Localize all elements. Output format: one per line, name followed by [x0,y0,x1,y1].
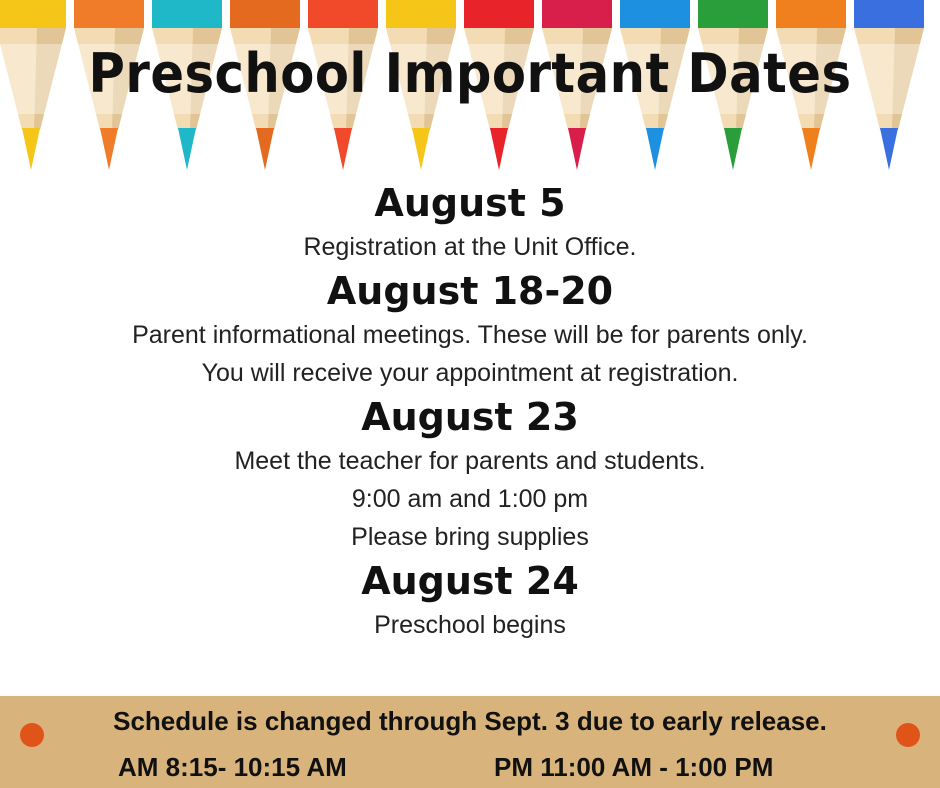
event-description: Registration at the Unit Office. [303,233,637,261]
event-august-23 [0,392,940,556]
event-description: Preschool begins [374,611,566,639]
am-schedule: AM 8:15- 10:15 AM [118,752,347,782]
event-description: Please bring supplies [351,523,589,551]
event-description: Parent informational meetings. These will be for parents only. [132,321,808,349]
event-august-5 [0,178,940,266]
event-date: August 24 [361,559,579,603]
event-august-18-20 [0,266,940,392]
event-description: Meet the teacher for parents and students. [234,447,706,475]
events-list [0,178,940,644]
event-time: 9:00 am and 1:00 pm [351,485,589,513]
event-date: August 18-20 [326,269,614,313]
event-date: August 5 [374,181,566,225]
schedule-notice: Schedule is changed through Sept. 3 due to early release. [113,706,827,736]
page-title: Preschool Important Dates [88,42,852,105]
event-date: August 23 [361,395,579,439]
event-description: You will receive your appointment at registration. [201,359,739,387]
pm-schedule: PM 11:00 AM - 1:00 PM [494,752,774,782]
event-august-24 [0,556,940,644]
